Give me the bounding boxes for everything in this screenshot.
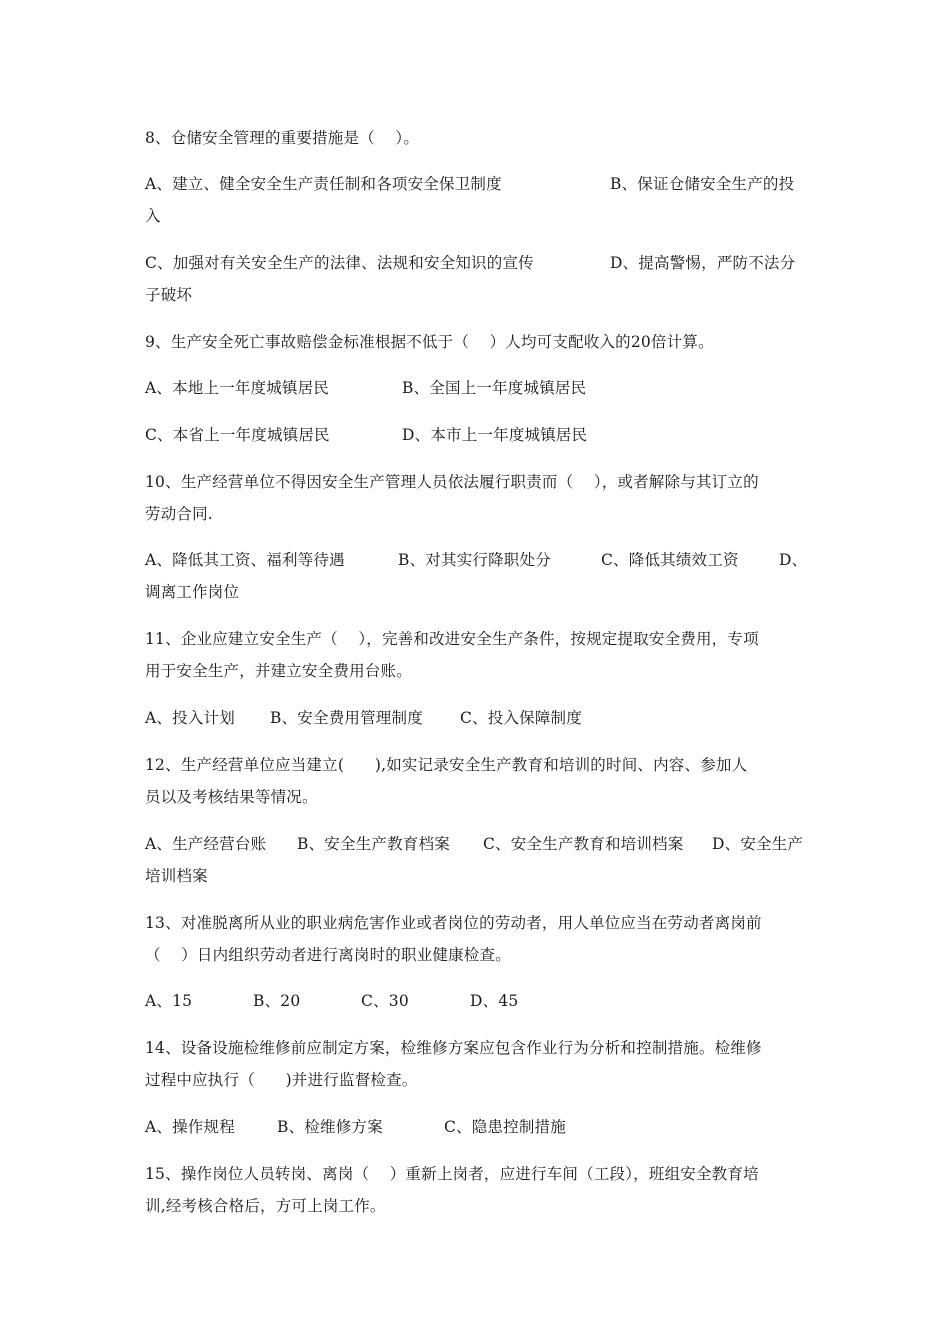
- question-9-stem: 9、生产安全死亡事故赔偿金标准根据不低于（ ）人均可支配收入的20倍计算。: [145, 333, 714, 351]
- question-12-option-a: A、生产经营台账: [145, 835, 267, 853]
- question-14-option-c: C、隐患控制措施: [444, 1118, 566, 1136]
- question-9-option-a: A、本地上一年度城镇居民: [145, 379, 330, 397]
- question-11-stem-line-2: 用于安全生产，并建立安全费用台账。: [145, 662, 412, 680]
- question-9-option-d: D、本市上一年度城镇居民: [402, 426, 588, 444]
- question-11-options-row: [145, 708, 815, 728]
- question-14-stem-line-1: 14、设备设施检维修前应制定方案，检维修方案应包含作业行为分析和控制措施。检维修: [145, 1039, 762, 1057]
- question-8-option-b: B、保证仓储安全生产的投: [610, 175, 795, 193]
- question-15-stem-line-2: 训,经考核合格后，方可上岗工作。: [145, 1197, 386, 1215]
- question-12-stem-line-1: 12、生产经营单位应当建立( ),如实记录安全生产教育和培训的时间、内容、参加人: [145, 756, 748, 774]
- question-10-option-d: D、: [779, 551, 808, 569]
- question-9-option-b: B、全国上一年度城镇居民: [402, 379, 587, 397]
- question-8-option-c: C、加强对有关安全生产的法律、法规和安全知识的宣传: [145, 254, 534, 272]
- question-10-options-row: [145, 550, 815, 570]
- question-13-stem-line-1: 13、对准脱离所从业的职业病危害作业或者岗位的劳动者，用人单位应当在劳动者离岗前: [145, 914, 762, 932]
- question-13-options-row: [145, 991, 815, 1011]
- question-14-option-b: B、检维修方案: [277, 1118, 383, 1136]
- question-8-option-a: A、建立、健全安全生产责任制和各项安全保卫制度: [145, 175, 502, 193]
- question-12-stem-line-2: 员以及考核结果等情况。: [145, 788, 318, 806]
- question-10-option-c: C、降低其绩效工资: [601, 551, 739, 569]
- question-14-options-row: [145, 1117, 815, 1137]
- question-8-option-d: D、提高警惕，严防不法分: [610, 254, 796, 272]
- question-8-stem: 8、仓储安全管理的重要措施是（ ）。: [145, 129, 420, 147]
- question-14-stem-line-2: 过程中应执行（ )并进行监督检查。: [145, 1071, 418, 1089]
- question-10-option-b: B、对其实行降职处分: [398, 551, 551, 569]
- question-10-stem-line-2: 劳动合同.: [145, 505, 213, 523]
- question-15-stem-line-1: 15、操作岗位人员转岗、离岗（ ）重新上岗者，应进行车间（工段），班组安全教育培: [145, 1165, 759, 1183]
- question-12-option-b: B、安全生产教育档案: [297, 835, 450, 853]
- question-13-stem-line-2: （ ）日内组织劳动者进行离岗时的职业健康检查。: [145, 946, 511, 964]
- question-13-option-d: D、45: [470, 992, 519, 1010]
- question-12-option-d-continued: 培训档案: [145, 867, 208, 885]
- question-11-option-a: A、投入计划: [145, 709, 235, 727]
- question-11-option-b: B、安全费用管理制度: [270, 709, 423, 727]
- question-12-option-d: D、安全生产: [712, 835, 804, 853]
- question-11-stem-line-1: 11、企业应建立安全生产（ ），完善和改进安全生产条件，按规定提取安全费用，专项: [145, 630, 759, 648]
- question-9-options-row-1: [145, 378, 815, 398]
- question-13-option-b: B、20: [253, 992, 301, 1010]
- question-8-options-row-2: [145, 253, 815, 273]
- question-9-option-c: C、本省上一年度城镇居民: [145, 426, 330, 444]
- question-14-option-a: A、操作规程: [145, 1118, 235, 1136]
- question-8-options-row-1: [145, 174, 815, 194]
- question-10-stem-line-1: 10、生产经营单位不得因安全生产管理人员依法履行职责而（ ），或者解除与其订立的: [145, 473, 759, 491]
- question-8-option-d-continued: 子破坏: [145, 286, 193, 304]
- question-9-options-row-2: [145, 425, 815, 445]
- question-13-option-a: A、15: [145, 992, 193, 1010]
- question-11-option-c: C、投入保障制度: [460, 709, 582, 727]
- question-12-options-row: [145, 834, 815, 854]
- question-10-option-d-continued: 调离工作岗位: [145, 583, 240, 601]
- question-12-option-c: C、安全生产教育和培训档案: [483, 835, 684, 853]
- question-10-option-a: A、降低其工资、福利等待遇: [145, 551, 345, 569]
- question-8-option-b-continued: 入: [145, 207, 161, 225]
- question-13-option-c: C、30: [361, 992, 409, 1010]
